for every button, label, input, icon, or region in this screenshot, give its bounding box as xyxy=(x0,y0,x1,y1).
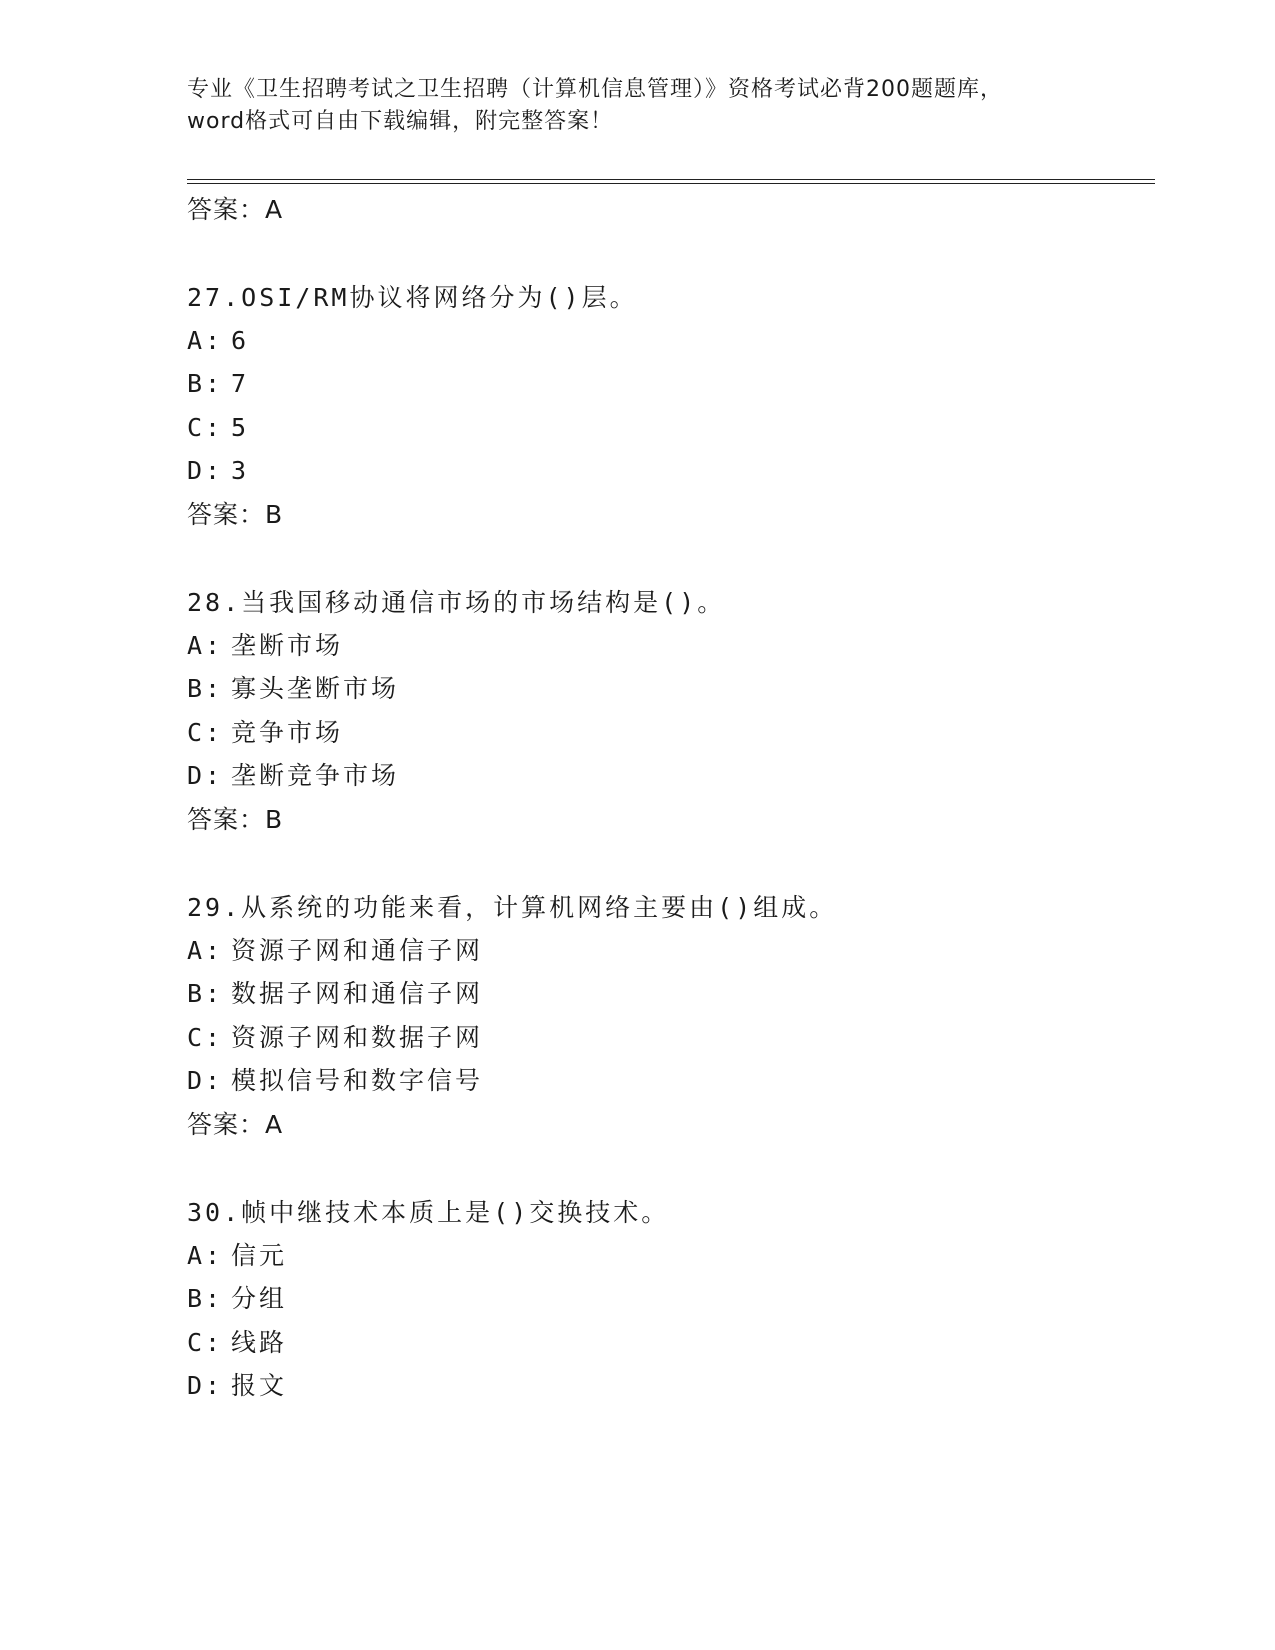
option-text: 模拟信号和数字信号 xyxy=(231,1066,484,1095)
option-29-b xyxy=(187,977,483,1011)
option-30-a xyxy=(187,1239,287,1273)
question-27: 27.OSI/RM协议将网络分为()层。 xyxy=(187,283,638,312)
header-divider-bottom xyxy=(187,183,1155,184)
header-line-2: word格式可自由下载编辑，附完整答案！ xyxy=(187,109,614,134)
option-text: 3 xyxy=(231,456,250,485)
document-header xyxy=(187,74,1087,138)
option-text: 7 xyxy=(231,369,250,398)
option-letter: C: xyxy=(187,1328,224,1357)
option-letter: B: xyxy=(187,1284,224,1313)
option-28-c xyxy=(187,716,343,750)
option-28-a xyxy=(187,629,343,663)
option-29-d xyxy=(187,1064,483,1098)
answer-27: 答案：B xyxy=(187,500,284,529)
option-letter: C: xyxy=(187,413,224,442)
option-letter: A: xyxy=(187,936,224,965)
option-letter: D: xyxy=(187,761,224,790)
answer-29: 答案：A xyxy=(187,1110,284,1139)
option-text: 报文 xyxy=(231,1371,288,1400)
option-text: 垄断市场 xyxy=(231,631,344,660)
option-text: 垄断竞争市场 xyxy=(231,761,400,790)
option-letter: A: xyxy=(187,631,224,660)
option-letter: A: xyxy=(187,1241,224,1270)
option-27-d xyxy=(187,454,249,488)
option-text: 6 xyxy=(231,326,250,355)
option-30-b xyxy=(187,1282,287,1316)
option-letter: C: xyxy=(187,718,224,747)
option-text: 竞争市场 xyxy=(231,718,344,747)
header-divider-top xyxy=(187,179,1155,180)
option-text: 线路 xyxy=(231,1328,288,1357)
option-letter: D: xyxy=(187,1066,224,1095)
option-27-a xyxy=(187,324,249,358)
option-text: 分组 xyxy=(231,1284,288,1313)
option-29-c xyxy=(187,1021,483,1055)
header-line-1: 专业《卫生招聘考试之卫生招聘（计算机信息管理）》资格考试必背200题题库， xyxy=(187,77,1003,102)
option-27-c xyxy=(187,411,249,445)
option-letter: C: xyxy=(187,1023,224,1052)
answer-line: 答案：A xyxy=(187,195,284,224)
answer-28: 答案：B xyxy=(187,805,284,834)
option-letter: D: xyxy=(187,456,224,485)
question-30: 30.帧中继技术本质上是()交换技术。 xyxy=(187,1198,670,1227)
option-text: 信元 xyxy=(231,1241,288,1270)
option-28-d xyxy=(187,759,399,793)
option-28-b xyxy=(187,672,399,706)
option-letter: D: xyxy=(187,1371,224,1400)
option-letter: B: xyxy=(187,674,224,703)
option-29-a xyxy=(187,934,483,968)
question-29: 29.从系统的功能来看，计算机网络主要由()组成。 xyxy=(187,893,838,922)
question-28: 28.当我国移动通信市场的市场结构是()。 xyxy=(187,588,726,617)
option-text: 5 xyxy=(231,413,250,442)
option-letter: B: xyxy=(187,979,224,1008)
option-text: 寡头垄断市场 xyxy=(231,674,400,703)
option-letter: A: xyxy=(187,326,224,355)
option-letter: B: xyxy=(187,369,224,398)
option-30-d xyxy=(187,1369,287,1403)
option-30-c xyxy=(187,1326,287,1360)
option-text: 数据子网和通信子网 xyxy=(231,979,484,1008)
option-27-b xyxy=(187,367,249,401)
option-text: 资源子网和通信子网 xyxy=(231,936,484,965)
option-text: 资源子网和数据子网 xyxy=(231,1023,484,1052)
